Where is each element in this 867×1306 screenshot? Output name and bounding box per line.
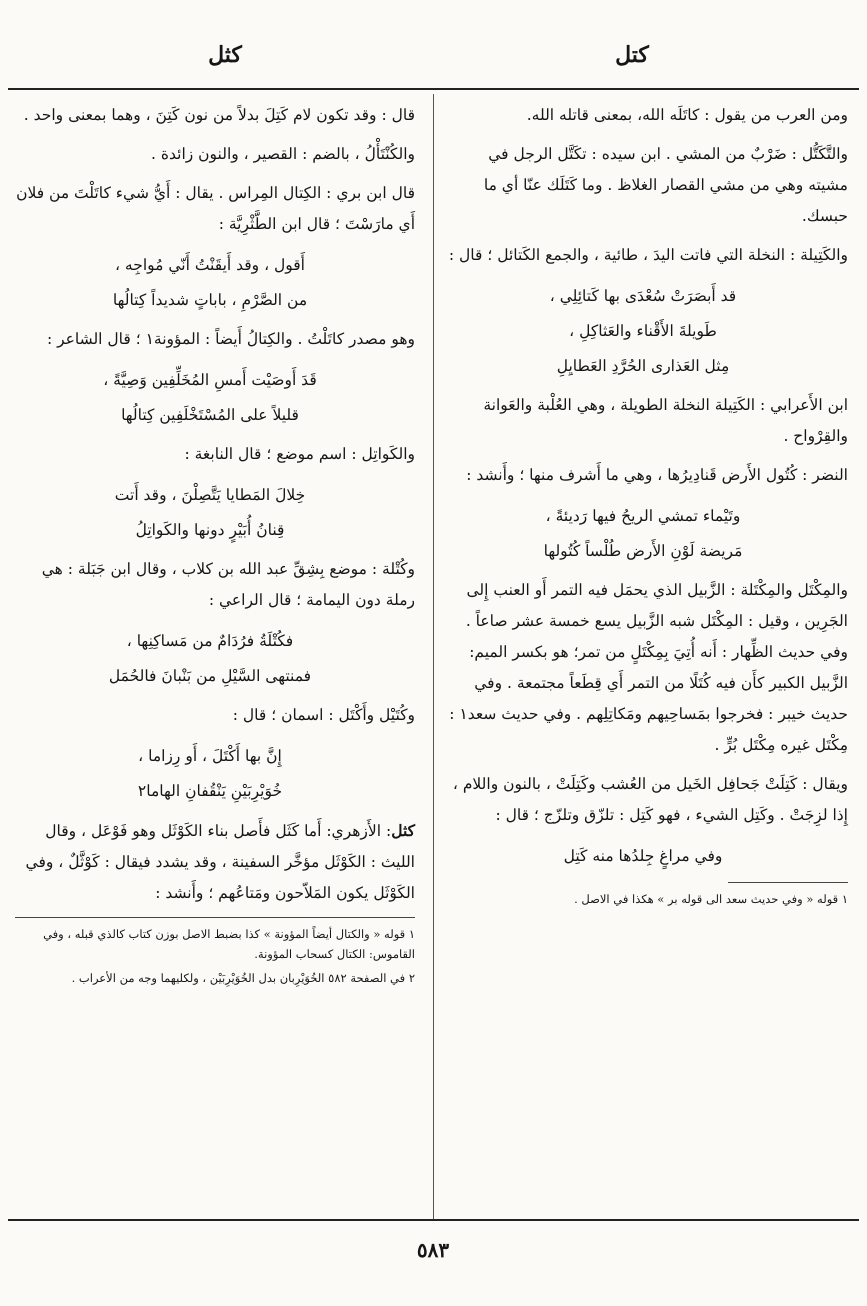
entry-text: : الأَزهري: أَما كَثَل فأَصل بناء الكَوْثَل وهو فَوْعَل ، وقال الليث : الكَوْثَل مؤخَّر السفينة ، وقد يشدد فيقال : كَوْثَّلٌ ، وفي الكَوْثَل يكون المَلاّحون ومَتاعُهم ؛ وأَنشد : <box>25 822 415 902</box>
footer-rule <box>8 1219 859 1221</box>
verse-block <box>43 739 377 809</box>
right-column <box>448 100 848 1212</box>
entry-paragraph <box>15 815 415 909</box>
verse-line: وتَيْماء تمشي الريحُ فيها رَديئةً ، <box>545 507 741 525</box>
paragraph: ومن العرب من يقول : كاتَلَه الله، بمعنى قاتله الله. <box>526 106 848 124</box>
paragraph: وكُتْلة : موضع بِشِقِّ عبد الله بن كلاب ، وقال ابن جَبَلة : هي رملة دون اليمامة ؛ قال الراعي : <box>41 560 415 609</box>
paragraph: والكُنْتَأْلُ ، بالضم : القصير ، والنون زائدة . <box>151 145 415 163</box>
verse-line: قِنانُ أُبَيْرٍ دونها والكَواتِلُ <box>135 521 285 539</box>
paragraph: والمِكْتَل والمِكْتَلة : الزَّبيل الذي يحمَل فيه التمر أَو العنب إِلى الجَرِين ، وقيل : المِكْتَل شبه الزَّبيل يسع خمسة عشر صاعاً . وفي حديث الظِّهار : أَنه أُتِيَ بِمِكْتَلٍ من تمر؛ هو بكسر الميم: الزَّبيل الكبير كأَن فيه كُتَلًا من التمر أَي قِطَعاً مجتمعة . وفي حديث خيبر : فخرجوا بمَساحِيهم ومَكاتِلِهم . وفي حديث سعد١ : مِكْتَل غيره مِكْتَل بُرٍّ . <box>449 581 848 754</box>
verse-block <box>476 499 810 569</box>
footnote-rule <box>15 917 415 918</box>
verse-line: وفي مراغٍ جِلدُها منه كَتِل <box>563 847 723 865</box>
paragraph: قال : وقد تكون لام كَتِلَ بدلاً من نون كَتِنَ ، وهما بمعنى واحد . <box>23 106 415 124</box>
footnote: ١ قوله « والكتال أيضاً المؤونة » كذا بضبط الاصل بوزن كتاب كالذي قبله ، وفي القاموس: الكتال كسحاب المؤونة. <box>43 927 415 961</box>
paragraph: وكُتَيْل وأَكْتَل : اسمان ؛ قال : <box>232 706 415 724</box>
verse-line: قَدَ أَوصَيْت أَمسِ المُخَلِّفِين وَصِيَّةً ، <box>103 371 317 389</box>
verse-line: مِثل العَذارى الحُرَّدِ العَطايِلِ <box>556 357 730 375</box>
verse-line: إِنَّ بها أَكْتَلَ ، أَو رِزاما ، <box>138 747 282 765</box>
paragraph: قال ابن بري : الكِتال المِراس . يقال : أَيُّ شيء كاتَلْتَ من فلان أَي مارَسْتَ ؛ قال ابن الطَّثْرِيَّة : <box>16 184 415 233</box>
verse-block <box>476 839 810 874</box>
running-header-left: كثل <box>208 42 242 68</box>
paragraph: ويقال : كَتِلَتْ جَحافِل الخَيل من العُشب وكَتِلَتْ ، بالنون واللام ، إِذا لزِجَتْ . وكَتِل الشيء ، فهو كَتِل : تلزّق وتلزّج ؛ قال : <box>452 775 848 824</box>
verse-block <box>43 478 377 548</box>
verse-block <box>476 279 810 384</box>
page-number: ٥٨٣ <box>416 1238 450 1262</box>
paragraph: النضر : كُتُول الأَرض قَنادِيرُها ، وهي ما أَشرف منها ؛ وأَنشد : <box>466 466 848 484</box>
verse-line: طَويلةَ الأَقْناء والعَثاكِلِ ، <box>569 322 717 340</box>
paragraph: والكَتِيلة : النخلة التي فاتت اليدَ ، طائية ، والجمع الكَتائل ؛ قال : <box>448 246 848 264</box>
header-rule <box>8 88 859 90</box>
verse-line: من الصَّرْمِ ، باباتٍ شديداً كِتالُها <box>112 291 308 309</box>
verse-line: قليلاً على المُسْتَخْلَفِين كِتالُها <box>121 406 299 424</box>
verse-block <box>43 248 377 318</box>
verse-line: خِلالَ المَطايا يَتَّصِلْنَ ، وقد أَتت <box>114 486 306 504</box>
column-divider <box>433 94 434 1219</box>
entry-headword: كثل <box>391 821 415 840</box>
verse-block <box>43 363 377 433</box>
verse-line: خُوَيْرِبَيْنِ يَنْقُفانِ الهاما٢ <box>137 782 283 800</box>
verse-line: فكُتْلَةُ فرُدَامٌ من مَساكِنِها ، <box>126 632 294 650</box>
verse-line: أَقول ، وقد أَيقَنْتُ أَنّي مُواجِه ، <box>115 256 305 274</box>
verse-block <box>43 624 377 694</box>
verse-line: مَريضة لَوْنِ الأَرض طُلْساً كُتُولها <box>543 542 743 560</box>
footnote: ٢ في الصفحة ٥٨٢ الخُوَيْرِبان بدل الخُوَيْرِبَيْن ، ولكليهما وجه من الأعراب . <box>71 971 415 985</box>
left-column <box>15 100 415 1212</box>
verse-line: فمنتهى السَّيْلِ من بَنْبانَ فالحُمَل <box>108 667 312 685</box>
footnote-rule <box>728 882 848 883</box>
footnote: ١ قوله « وفي حديث سعد الى قوله بر » هكذا في الاصل . <box>574 892 848 906</box>
running-header-right: كتل <box>615 42 649 68</box>
paragraph: ابن الأَعرابي : الكَتِيلة النخلة الطويلة ، وهي العُلْبة والعَوانة والقِرْواح . <box>483 396 848 445</box>
paragraph: والتَّكَتُّل : ضَرْبٌ من المشي . ابن سيده : تكَتَّل الرجل في مشيته وهي من مشي القصار الغلاظ . وما كَتَلَك عنّا أي ما حبسك. <box>483 145 848 225</box>
paragraph: والكَواتِل : اسم موضع ؛ قال النابغة : <box>184 445 415 463</box>
verse-line: قد أَبصَرَتْ سُعْدَى بها كَتائِلِي ، <box>549 287 737 305</box>
paragraph: وهو مصدر كاتَلْتُ . والكِتالُ أَيضاً : المؤونة١ ؛ قال الشاعر : <box>46 330 415 348</box>
